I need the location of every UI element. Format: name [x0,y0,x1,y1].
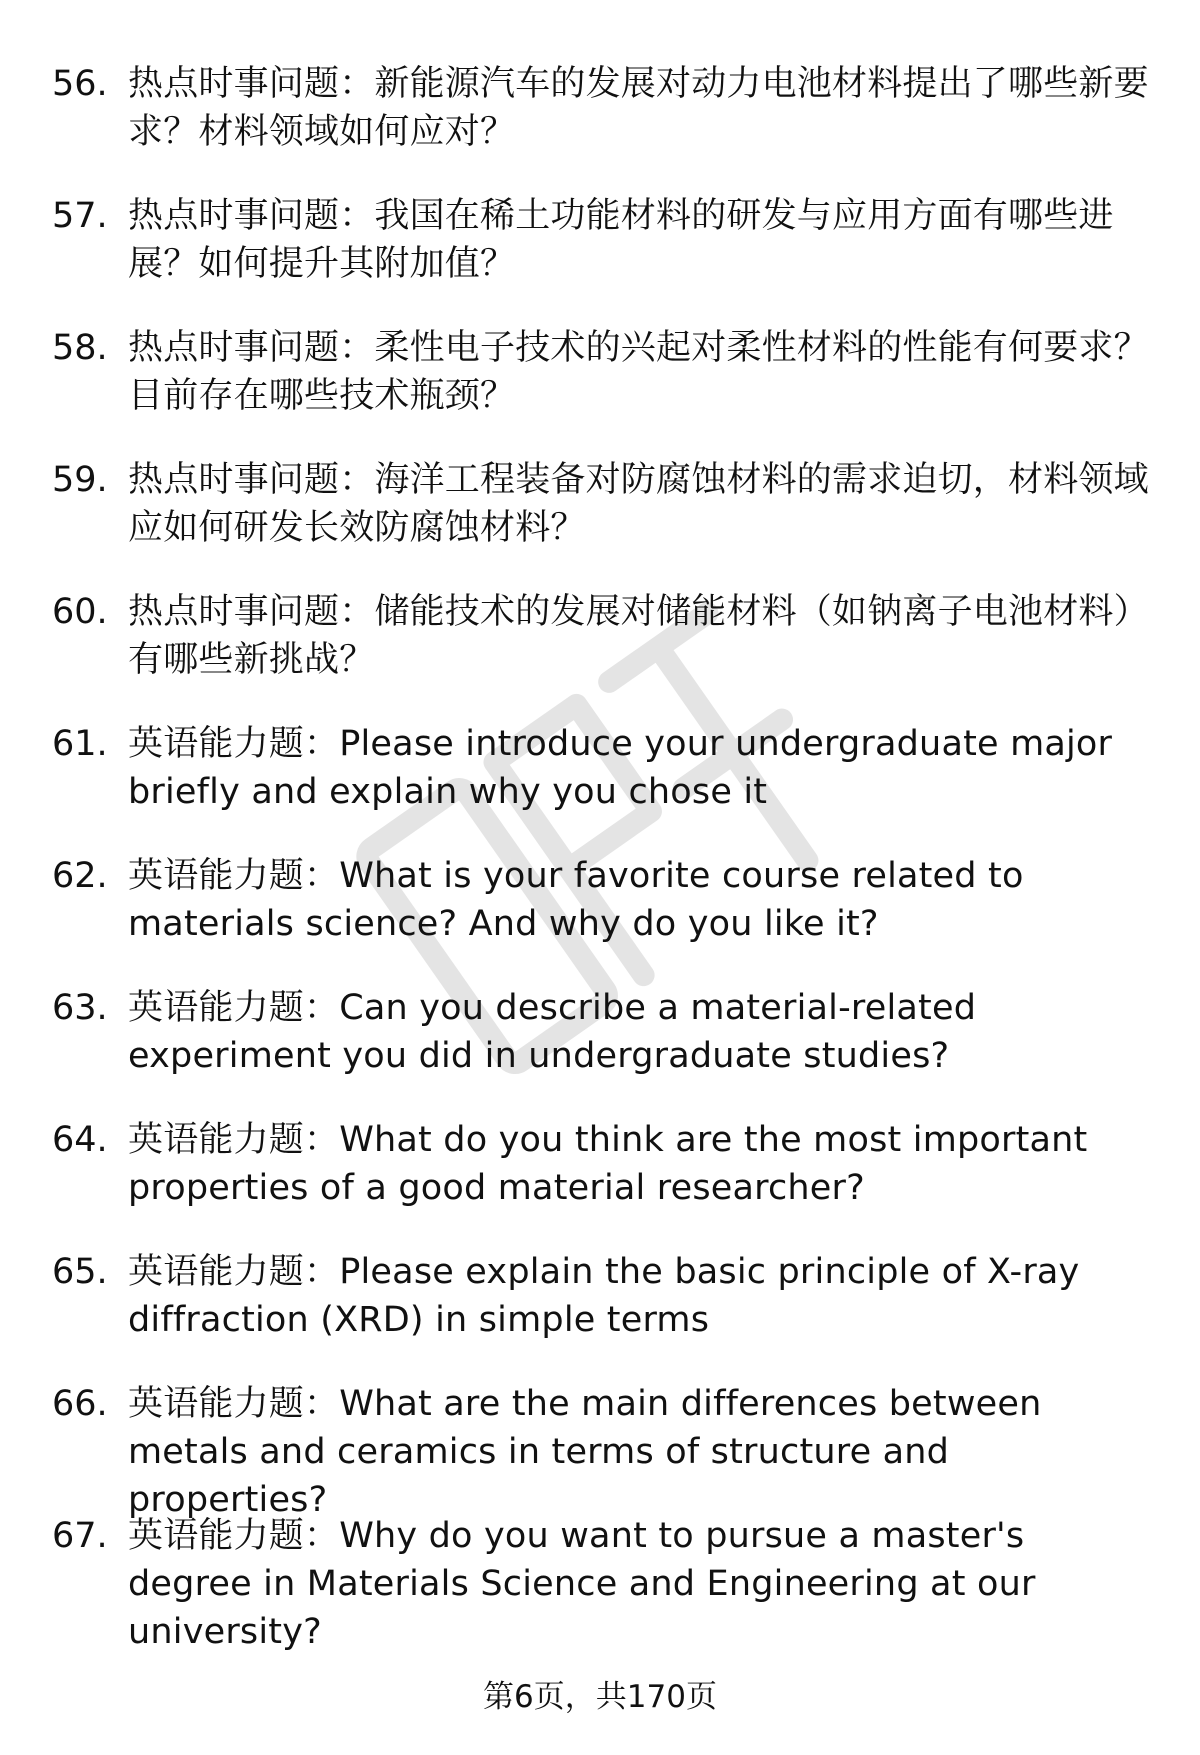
question-item [52,852,1152,984]
question-category: 热点时事问题： [128,196,375,236]
question-text: What is your favorite course related to materials science? And why do you like it? [128,856,1024,944]
question-content [128,588,1152,684]
question-content [128,192,1152,288]
question-content [128,1380,1152,1524]
question-number: 61. [52,724,108,764]
question-text: Can you describe a material-related experiment you did in undergraduate studies? [128,988,977,1076]
question-item [52,1512,1152,1652]
question-item [52,192,1152,324]
question-text: Please explain the basic principle of X-ray diffraction (XRD) in simple terms [128,1252,1080,1340]
question-category: 热点时事问题： [128,460,375,500]
question-list [52,60,1152,1652]
question-category: 英语能力题： [128,856,340,896]
question-category: 英语能力题： [128,988,340,1028]
page-indicator: 第6页，共170页 [483,1679,717,1715]
question-content [128,1248,1152,1344]
question-content [128,852,1152,948]
question-number: 62. [52,856,108,896]
question-number: 67. [52,1516,108,1556]
question-number: 65. [52,1252,108,1292]
question-text: 新能源汽车的发展对动力电池材料提出了哪些新要求？材料领域如何应对？ [128,64,1149,152]
question-number: 57. [52,196,108,236]
question-category: 热点时事问题： [128,64,375,104]
question-number: 59. [52,460,108,500]
question-category: 英语能力题： [128,1252,340,1292]
question-category: 热点时事问题： [128,592,375,632]
question-item [52,324,1152,456]
question-text: 储能技术的发展对储能材料（如钠离子电池材料）有哪些新挑战？ [128,592,1149,680]
question-category: 英语能力题： [128,1516,340,1556]
question-item [52,984,1152,1116]
question-item [52,1380,1152,1520]
question-number: 64. [52,1120,108,1160]
question-text: 海洋工程装备对防腐蚀材料的需求迫切，材料领域应如何研发长效防腐蚀材料？ [128,460,1149,548]
question-category: 英语能力题： [128,1120,340,1160]
question-content [128,456,1152,552]
question-content [128,720,1152,816]
question-content [128,1512,1152,1656]
question-text: What are the main differences between metals and ceramics in terms of structure and properties? [128,1384,1042,1520]
question-number: 58. [52,328,108,368]
question-text: What do you think are the most important properties of a good material researcher? [128,1120,1088,1208]
question-category: 热点时事问题： [128,328,375,368]
question-content [128,984,1152,1080]
question-content [128,60,1152,156]
question-text: 柔性电子技术的兴起对柔性材料的性能有何要求？目前存在哪些技术瓶颈？ [128,328,1149,416]
question-item [52,588,1152,720]
question-text: Why do you want to pursue a master's degree in Materials Science and Engineering at our university? [128,1516,1036,1652]
question-text: Please introduce your undergraduate major briefly and explain why you chose it [128,724,1113,812]
question-item [52,1116,1152,1248]
question-text: 我国在稀土功能材料的研发与应用方面有哪些进展？如何提升其附加值？ [128,196,1114,284]
question-category: 英语能力题： [128,1384,340,1424]
question-category: 英语能力题： [128,724,340,764]
question-number: 63. [52,988,108,1028]
question-content [128,1116,1152,1212]
question-number: 56. [52,64,108,104]
question-item [52,60,1152,192]
question-number: 66. [52,1384,108,1424]
question-item [52,1248,1152,1380]
question-item [52,720,1152,852]
question-number: 60. [52,592,108,632]
question-content [128,324,1152,420]
question-item [52,456,1152,588]
